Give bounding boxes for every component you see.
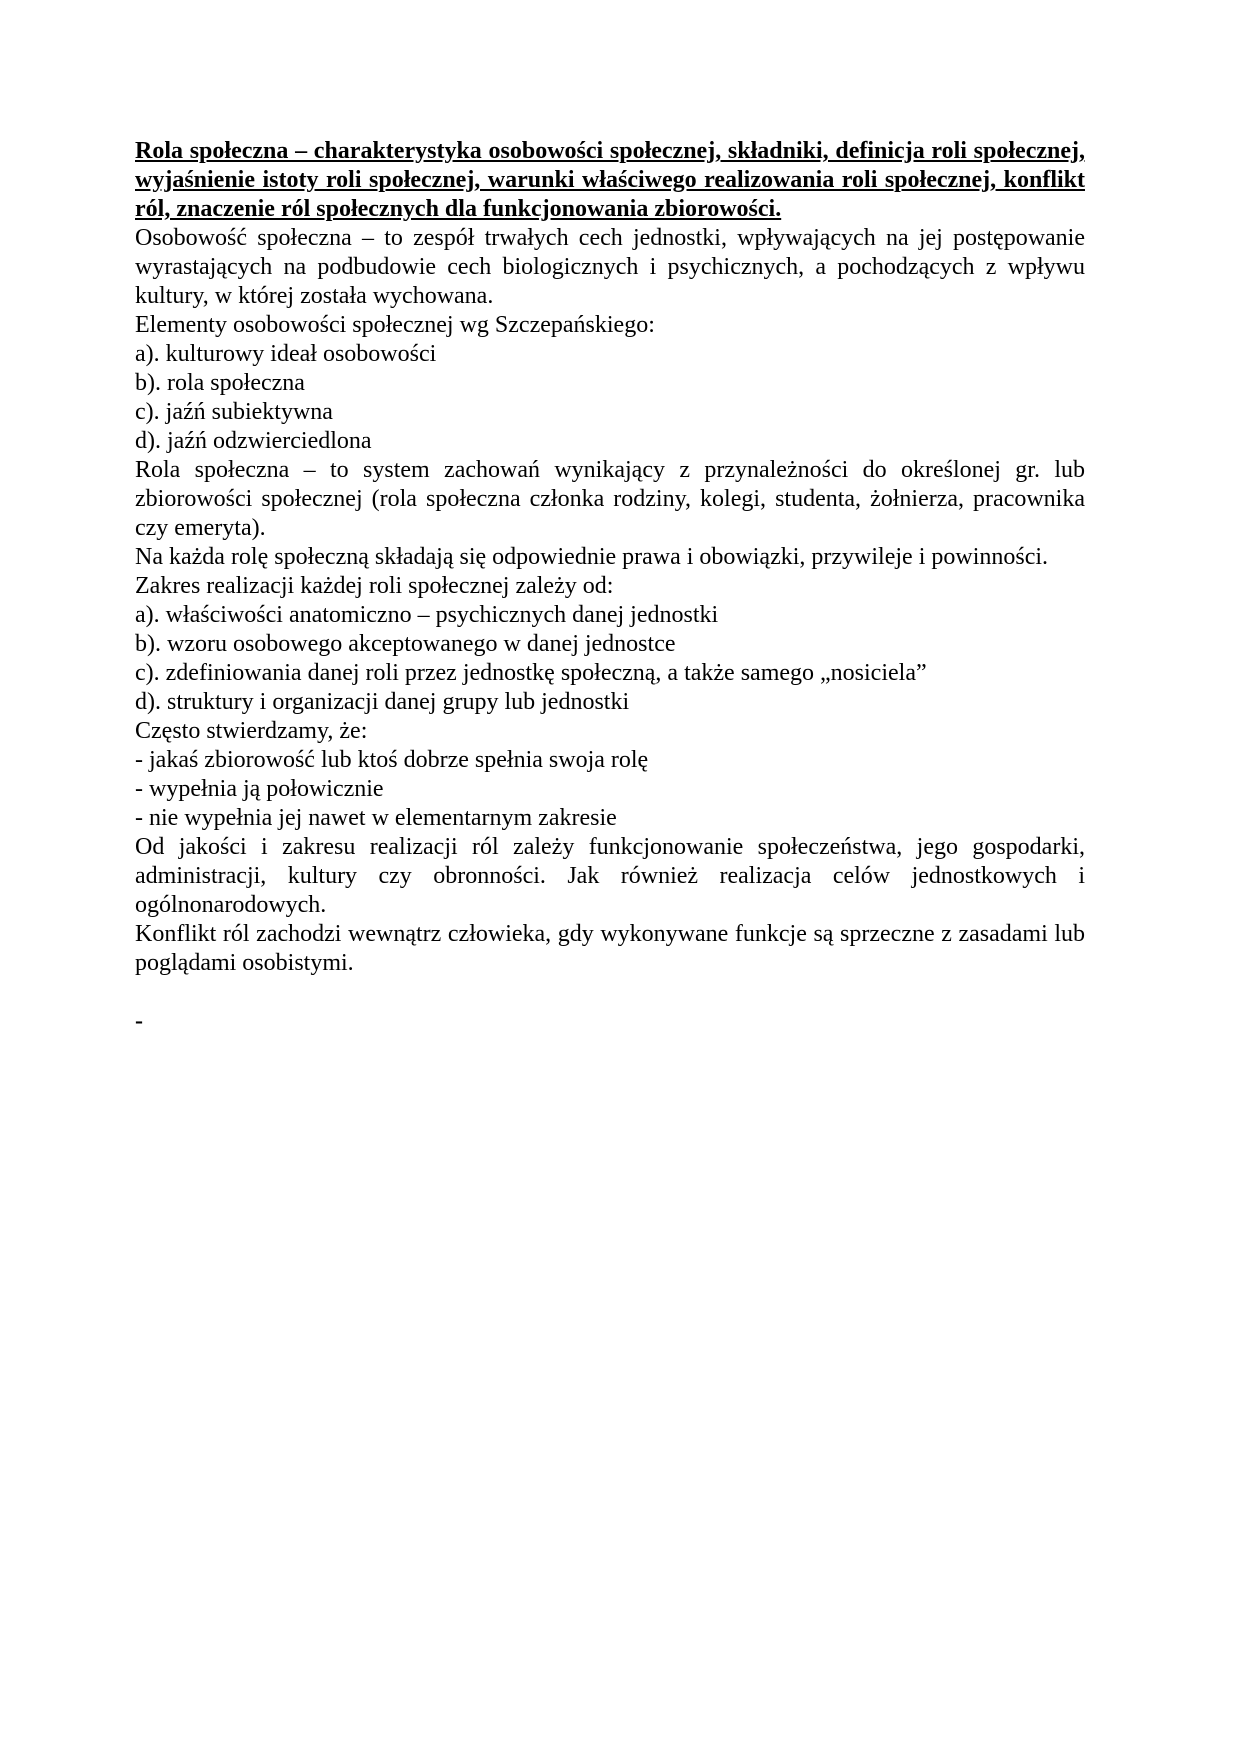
list-item-a-wlasciwosci: a). właściwości anatomiczno – psychicznych danej jednostki xyxy=(135,602,719,628)
document-heading: Rola społeczna – charakterystyka osobowości społecznej, składniki, definicja roli społecznej, wyjaśnienie istoty roli społecznej, warunki właściwego realizowania roli społecznej, konflikt ról, znaczenie ról społecznych dla funkcjonowania zbiorowości. xyxy=(135,138,1085,222)
bullet-dobrze-spelnia: - jakaś zbiorowość lub ktoś dobrze spełnia swoja rolę xyxy=(135,747,649,773)
paragraph-konflikt-rol: Konflikt ról zachodzi wewnątrz człowieka, gdy wykonywane funkcje są sprzeczne z zasadami lub poglądami osobistymi. xyxy=(135,921,1085,976)
list-item-b-wzoru-osobowego: b). wzoru osobowego akceptowanego w danej jednostce xyxy=(135,631,676,657)
paragraph-od-jakosci: Od jakości i zakresu realizacji ról zależy funkcjonowanie społeczeństwa, jego gospodarki, administracji, kultury czy obronności. Jak również realizacja celów jednostkowych i ogólnonarodowych. xyxy=(135,834,1085,918)
list-item-d-struktury: d). struktury i organizacji danej grupy lub jednostki xyxy=(135,689,630,715)
paragraph-osobowosc-definition: Osobowość społeczna – to zespół trwałych cech jednostki, wpływających na jej postępowanie wyrastających na podbudowie cech biologicznych i psychicznych, a pochodzących z wpływu kultury, w której została wychowana. xyxy=(135,225,1085,309)
list-item-c-zdefiniowania: c). zdefiniowania danej roli przez jednostkę społeczną, a także samego „nosiciela” xyxy=(135,660,927,686)
list-item-a-kulturowy-ideal: a). kulturowy ideał osobowości xyxy=(135,341,437,367)
trailing-dash-mark: - xyxy=(135,1008,143,1034)
bullet-nie-wypelnia: - nie wypełnia jej nawet w elementarnym zakresie xyxy=(135,805,617,831)
paragraph-rola-definition: Rola społeczna – to system zachowań wynikający z przynależności do określonej gr. lub zbiorowości społecznej (rola społeczna członka rodziny, kolegi, studenta, żołnierza, pracownika czy emeryta). xyxy=(135,457,1085,541)
paragraph-zakres-intro: Zakres realizacji każdej roli społecznej zależy od: xyxy=(135,573,614,599)
paragraph-czesto-stwierdzamy: Często stwierdzamy, że: xyxy=(135,718,368,744)
paragraph-elementy-intro: Elementy osobowości społecznej wg Szczepańskiego: xyxy=(135,312,655,338)
list-item-b-rola-spoleczna: b). rola społeczna xyxy=(135,370,305,396)
paragraph-prawa-obowiazki: Na każda rolę społeczną składają się odpowiednie prawa i obowiązki, przywileje i powinności. xyxy=(135,544,1049,570)
bullet-wypelnia-polowicznie: - wypełnia ją połowicznie xyxy=(135,776,384,802)
list-item-c-jazn-subiektywna: c). jaźń subiektywna xyxy=(135,399,333,425)
list-item-d-jazn-odzwierciedlona: d). jaźń odzwierciedlona xyxy=(135,428,372,454)
